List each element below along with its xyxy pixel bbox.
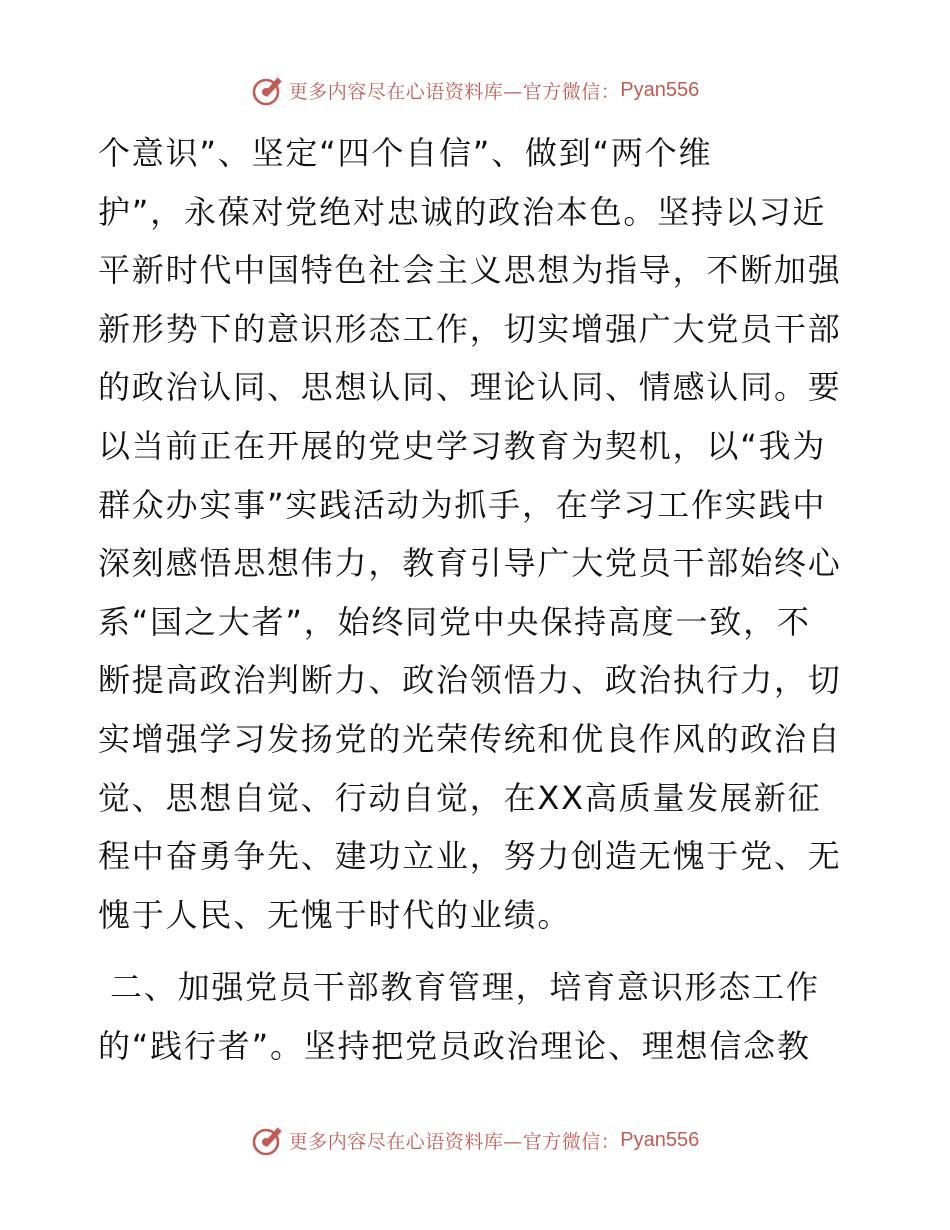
body-line: 个意识”、坚定“四个自信”、做到“两个维 — [98, 134, 713, 172]
body-line: 愧于人民、无愧于时代的业绩。 — [98, 895, 572, 934]
watermark-text: 更多内容尽在心语资料库—官方微信： — [288, 1130, 621, 1153]
red-pen-circle-logo-icon — [251, 1123, 285, 1157]
body-line: 深刻感悟思想伟力，教育引导广大党员干部始终心 — [98, 544, 842, 583]
body-line: 断提高政治判断力、政治领悟力、政治执行力，切 — [98, 661, 842, 700]
red-pen-circle-logo-icon — [251, 73, 285, 107]
body-line: 护”，永葆对党绝对忠诚的政治本色。坚持以习近 — [98, 192, 827, 231]
body-line: 平新时代中国特色社会主义思想为指导，不断加强 — [98, 251, 842, 290]
body-line: 实增强学习发扬党的光荣传统和优良作风的政治自 — [98, 719, 842, 758]
body-line: 新形势下的意识形态工作，切实增强广大党员干部 — [98, 309, 842, 348]
document-body — [98, 124, 858, 1076]
footer-watermark — [0, 1120, 950, 1160]
body-line: 群众办实事”实践活动为抓手，在学习工作实践中 — [98, 485, 827, 524]
section-heading-line: 二、加强党员干部教育管理，培育意识形态工作 — [98, 968, 820, 1007]
body-line: 系“国之大者”，始终同党中央保持高度一致，不 — [98, 602, 811, 641]
watermark-text: 更多内容尽在心语资料库—官方微信： — [288, 80, 621, 103]
section-body-line: 的“践行者”。坚持把党员政治理论、理想信念教 — [98, 1026, 811, 1065]
body-line: 程中奋勇争先、建功立业，努力创造无愧于党、无 — [98, 837, 842, 876]
header-watermark — [0, 70, 950, 110]
body-line: 以当前正在开展的党史学习教育为契机，以“我为 — [98, 426, 827, 465]
watermark-wechat-id: Pyan556 — [620, 78, 700, 101]
watermark-wechat-id: Pyan556 — [620, 1128, 700, 1151]
body-line: 觉、思想自觉、行动自觉，在XX高质量发展新征 — [98, 778, 822, 817]
body-line: 的政治认同、思想认同、理论认同、情感认同。要 — [98, 368, 842, 407]
